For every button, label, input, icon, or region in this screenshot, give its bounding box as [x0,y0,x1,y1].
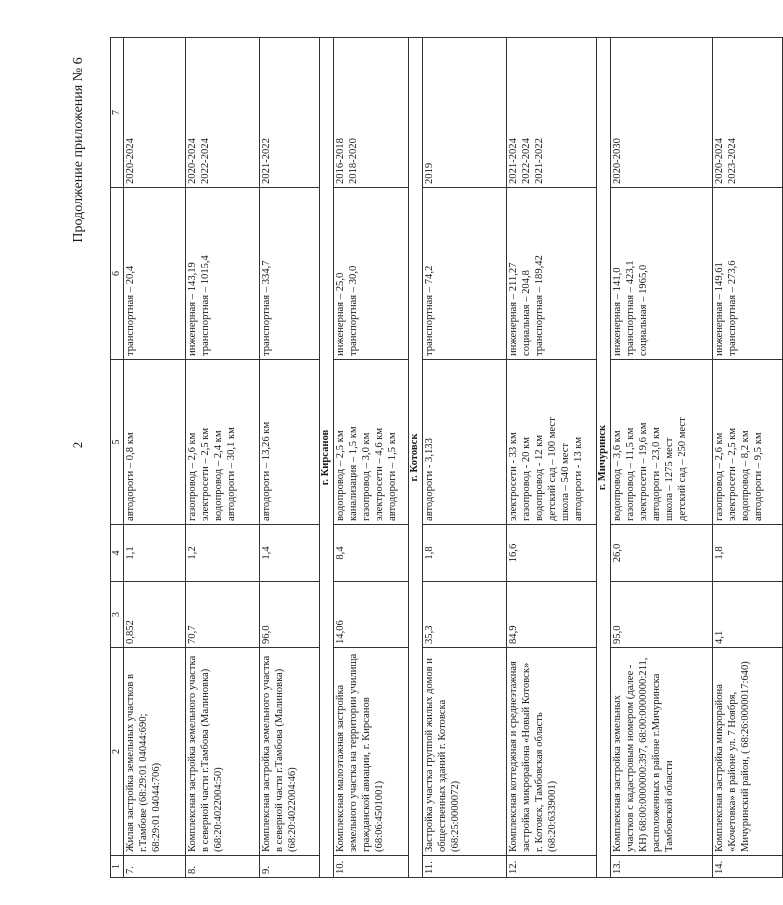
table-row [713,38,783,878]
costs-list-line: транспортная – 273,6 [727,260,739,356]
project-name-line: «Кочетовка» в районе ул. 7 Ноября, [727,691,739,852]
periods-list [713,38,783,188]
infrastructure-list-line: автодороги – 1,5 км [386,432,398,521]
project-name-line: КН) 68:00:0000000:397, 68:00:0000000:211, [638,657,650,852]
infrastructure-list-line: электросети – 2,5 км [200,427,212,521]
project-name-line: Комплексная коттеджная и среднеэтажная [508,661,520,852]
row-number: 14. [713,856,783,878]
area-value: 84,9 [507,582,597,648]
periods-list-line: 2022-2024 [521,138,533,184]
project-name-line: земельного участка на территории училища [348,653,360,852]
infrastructure-list-line: водопровод – 8,2 км [740,430,752,521]
project-name [124,648,186,856]
costs-list-line: транспортная – 334,7 [261,260,273,356]
city-section-label: г. Мичуринск [597,38,611,878]
area-value: 0,852 [124,582,186,648]
project-name [507,648,597,856]
infrastructure-list-line: автодороги – 0,8 км [125,432,137,521]
periods-list [423,38,507,188]
project-name-line: (68:06:4501001) [373,780,385,852]
project-name-line: Застройка участка группой жилых домов и [424,658,436,852]
project-name-line: 68:29:01 04044:706) [151,762,163,852]
costs-list-line: социальная – 204,8 [521,270,533,356]
value-col4: 8,4 [334,525,409,582]
table-row [507,38,597,878]
value-col4: 1,2 [186,525,260,582]
value-col4: 26,0 [611,525,713,582]
row-number: 7. [124,856,186,878]
infrastructure-list-line: газопровод - 20 км [521,437,533,521]
project-name-line: Комплексная застройка земельных [612,695,624,852]
project-name-line: (68:20:6339001) [546,780,558,852]
appendix-title: Продолжение приложения № 6 [71,57,86,243]
periods-list [507,38,597,188]
city-section-row [597,38,611,878]
costs-list-line: инженерная – 211,27 [508,262,520,356]
costs-list-line: транспортная – 74,2 [424,265,436,356]
costs-list [124,188,186,360]
infrastructure-list-line: газопровод – 3,0 км [361,432,373,521]
column-number: 5 [111,360,124,525]
value-col4: 1,1 [124,525,186,582]
row-number: 8. [186,856,260,878]
periods-list-line: 2016-2018 [335,138,347,184]
infrastructure-list [334,360,409,525]
costs-list-line: инженерная – 141,0 [612,267,624,356]
periods-list-line: 2022-2024 [200,138,212,184]
infrastructure-list-line: водопровод – 3,6 км [612,430,624,521]
table-row [186,38,260,878]
project-name [611,648,713,856]
project-name-line: (68:20:4022004:46) [287,767,299,852]
column-number: 6 [111,188,124,360]
project-name-line: в северной части г.Тамбова (Малиновка) [200,668,212,852]
column-number: 2 [111,648,124,856]
costs-list-line: социальная – 1965,0 [638,264,650,356]
table-row [124,38,186,878]
value-col4: 16,6 [507,525,597,582]
costs-list [713,188,783,360]
periods-list-line: 2020-2024 [714,138,726,184]
costs-list [186,188,260,360]
infrastructure-list-line: автодороги - 3,133 [424,438,436,521]
city-section-label: г. Котовск [409,38,423,878]
project-name-line: г. Котовск, Тамбовская область [534,712,546,852]
costs-list-line: транспортная – 423,1 [625,260,637,356]
area-value: 95,0 [611,582,713,648]
table-row [423,38,507,878]
table-row [334,38,409,878]
area-value: 4,1 [713,582,783,648]
costs-list-line: инженерная – 149,61 [714,262,726,356]
city-section-row [320,38,334,878]
project-name [713,648,783,856]
infrastructure-list-line: автодороги – 30,1 км [225,427,237,521]
costs-list-line: инженерная – 25,0 [335,272,347,356]
infrastructure-list-line: газопровод – 2,6 км [187,432,199,521]
projects-table [110,37,783,878]
column-number: 7 [111,38,124,188]
infrastructure-list [507,360,597,525]
infrastructure-list-line: газопровод – 11,5 км [625,427,637,521]
infrastructure-list-line: электросети – 4,6 км [373,427,385,521]
infrastructure-list-line: канализация – 1,5 км [348,426,360,521]
project-name-line: Тамбовской области [663,760,675,852]
infrastructure-list-line: водопровод – 2,5 км [335,430,347,521]
periods-list-line: 2019 [424,162,436,184]
area-value: 70,7 [186,582,260,648]
area-value: 35,3 [423,582,507,648]
periods-list-line: 2021-2022 [261,138,273,184]
rotated-table-container [110,38,764,878]
row-number: 11. [423,856,507,878]
costs-list-line: транспортная – 20,4 [125,265,137,356]
infrastructure-list-line: детский сад – 250 мест [676,417,688,521]
costs-list [611,188,713,360]
column-number: 3 [111,582,124,648]
table-row [611,38,713,878]
periods-list [186,38,260,188]
costs-list-line: транспортная – 30,0 [348,265,360,356]
infrastructure-list-line: автодороги - 13 км [572,436,584,521]
infrastructure-list [423,360,507,525]
costs-list [334,188,409,360]
infrastructure-list [611,360,713,525]
infrastructure-list [124,360,186,525]
periods-list [334,38,409,188]
periods-list [260,38,320,188]
row-number: 13. [611,856,713,878]
row-number: 10. [334,856,409,878]
infrastructure-list-line: детский сад – 100 мест [546,417,558,521]
page-number: 2 [70,441,85,449]
projects-table-body [111,38,783,878]
periods-list-line: 2021-2024 [508,138,520,184]
project-name-line: расположенных в районе г.Мичуринска [650,673,662,852]
project-name-line: в северной части г.Тамбова (Малиновка) [274,668,286,852]
project-name-line: Жилая застройка земельных участков в [125,674,137,852]
infrastructure-list [713,360,783,525]
infrastructure-list-line: электросети – 2,5 км [727,427,739,521]
project-name-line: гражданской авиации, г. Кирсанов [361,697,373,852]
infrastructure-list-line: газопровод – 2,6 км [714,432,726,521]
project-name-line: Мичуринский район, ( 68:26:0000017:640) [740,661,752,852]
infrastructure-list-line: водопровод – 2,4 км [213,430,225,521]
costs-list [423,188,507,360]
infrastructure-list-line: школа – 1275 мест [663,437,675,521]
column-number: 4 [111,525,124,582]
infrastructure-list-line: автодороги – 13,26 км [261,421,273,521]
column-number: 1 [111,856,124,878]
periods-list [124,38,186,188]
project-name-line: застройка микрорайона «Новый Котовск» [521,662,533,852]
project-name-line: Комплексная застройка земельного участка [261,655,273,852]
project-name [423,648,507,856]
periods-list-line: 2020-2024 [187,138,199,184]
project-name [186,648,260,856]
infrastructure-list [260,360,320,525]
project-name-line: Комплексная застройка земельного участка [187,655,199,852]
project-name-line: общественных зданий г. Котовска [437,699,449,852]
periods-list-line: 2018-2020 [348,138,360,184]
project-name-line: Комплексная застройка микрорайона [714,684,726,852]
project-name-line: Комплексная малоэтажная застройка [335,684,347,852]
column-number-row [111,38,124,878]
project-name-line: (68:25:0000072) [450,780,462,852]
costs-list-line: транспортная – 1015,4 [200,255,212,356]
infrastructure-list-line: электросети - 33 км [508,432,520,521]
infrastructure-list-line: автодороги – 9,5 км [752,432,764,521]
value-col4: 1,8 [713,525,783,582]
infrastructure-list-line: водопровод - 12 км [534,434,546,521]
project-name [334,648,409,856]
periods-list-line: 2020-2024 [125,138,137,184]
row-number: 12. [507,856,597,878]
infrastructure-list-line: автодороги – 23,0 км [650,427,662,521]
area-value: 96,0 [260,582,320,648]
row-number: 9. [260,856,320,878]
project-name-line: (68:20:4022004:50) [213,767,225,852]
infrastructure-list-line: школа – 540 мест [559,442,571,521]
city-section-label: г. Кирсанов [320,38,334,878]
city-section-row [409,38,423,878]
infrastructure-list [186,360,260,525]
costs-list [260,188,320,360]
infrastructure-list-line: электросети – 19,6 км [638,422,650,521]
value-col4: 1,4 [260,525,320,582]
project-name [260,648,320,856]
value-col4: 1,8 [423,525,507,582]
periods-list [611,38,713,188]
area-value: 14,06 [334,582,409,648]
costs-list-line: транспортная – 189,42 [534,255,546,356]
periods-list-line: 2023-2024 [727,138,739,184]
costs-list [507,188,597,360]
costs-list-line: инженерная – 143,19 [187,262,199,356]
periods-list-line: 2021-2022 [534,138,546,184]
project-name-line: г.Тамбове (68:29:01 04044:690; [138,713,150,852]
table-row [260,38,320,878]
project-name-line: участков с кадастровым номером (далее - [625,664,637,852]
periods-list-line: 2020-2030 [612,138,624,184]
